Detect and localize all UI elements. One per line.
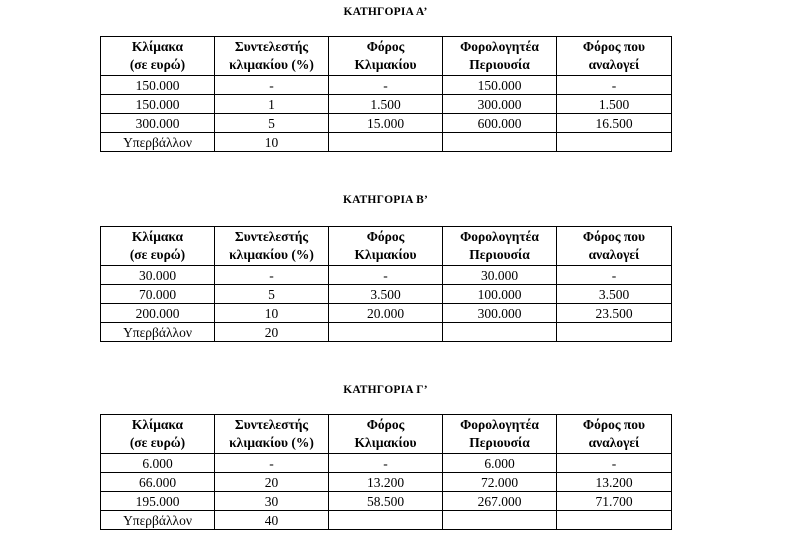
cell-rate: 5: [215, 114, 329, 133]
header-rate-line-1: Συντελεστής: [234, 229, 309, 244]
cell-rate: -: [215, 266, 329, 285]
cell-scale: Υπερβάλλον: [101, 511, 215, 530]
cell-scale: 6.000: [101, 454, 215, 473]
header-rate-line-1: Συντελεστής: [234, 39, 309, 54]
cell-tax-due: 23.500: [557, 304, 672, 323]
header-bracket-tax: [329, 37, 443, 76]
header-scale: [101, 415, 215, 454]
cell-tax-due: 13.200: [557, 473, 672, 492]
cell-rate: 10: [215, 304, 329, 323]
cell-scale: 300.000: [101, 114, 215, 133]
cell-bracket-tax: [329, 323, 443, 342]
cell-tax-due: -: [557, 454, 672, 473]
cell-bracket-tax: -: [329, 266, 443, 285]
cell-taxable-property: [443, 323, 557, 342]
cell-bracket-tax: 3.500: [329, 285, 443, 304]
cell-tax-due: [557, 133, 672, 152]
cell-taxable-property: 150.000: [443, 76, 557, 95]
header-tax-due: [557, 37, 672, 76]
cell-scale: Υπερβάλλον: [101, 133, 215, 152]
cell-taxable-property: 6.000: [443, 454, 557, 473]
header-taxable-property-line-1: Φορολογητέα: [460, 229, 539, 244]
header-bracket-tax-line-2: Κλιμακίου: [354, 435, 417, 450]
cell-bracket-tax: 20.000: [329, 304, 443, 323]
cell-taxable-property: 30.000: [443, 266, 557, 285]
header-scale-line-1: Κλίμακα: [131, 39, 184, 54]
cell-scale: 66.000: [101, 473, 215, 492]
cell-tax-due: -: [557, 266, 672, 285]
cell-tax-due: [557, 323, 672, 342]
header-tax-due-line-1: Φόρος που: [582, 39, 646, 54]
header-tax-due-line-2: αναλογεί: [588, 57, 640, 72]
cell-bracket-tax: 13.200: [329, 473, 443, 492]
cell-bracket-tax: -: [329, 76, 443, 95]
cell-scale: 200.000: [101, 304, 215, 323]
cell-bracket-tax: 1.500: [329, 95, 443, 114]
tax-table-category-a: [100, 36, 672, 152]
cell-taxable-property: [443, 133, 557, 152]
header-tax-due-line-1: Φόρος που: [582, 229, 646, 244]
cell-rate: 1: [215, 95, 329, 114]
header-tax-due: [557, 227, 672, 266]
cell-taxable-property: [443, 511, 557, 530]
table-row: [101, 266, 672, 285]
header-taxable-property: [443, 37, 557, 76]
header-bracket-tax: [329, 227, 443, 266]
cell-tax-due: 1.500: [557, 95, 672, 114]
table-row: [101, 304, 672, 323]
table-row: [101, 473, 672, 492]
header-bracket-tax: [329, 415, 443, 454]
header-bracket-tax-line-1: Φόρος: [366, 39, 405, 54]
section-title-c: ΚΑΤΗΓΟΡΙΑ Γ’: [343, 384, 428, 396]
header-taxable-property-line-1: Φορολογητέα: [460, 417, 539, 432]
header-taxable-property-line-2: Περιουσία: [469, 57, 530, 72]
table-row: [101, 454, 672, 473]
cell-tax-due: 16.500: [557, 114, 672, 133]
header-bracket-tax-line-2: Κλιμακίου: [354, 57, 417, 72]
cell-tax-due: 71.700: [557, 492, 672, 511]
table-header-row: [101, 37, 672, 76]
cell-bracket-tax: [329, 511, 443, 530]
table-row: [101, 114, 672, 133]
cell-scale: Υπερβάλλον: [101, 323, 215, 342]
header-rate-line-2: κλιμακίου (%): [229, 247, 314, 262]
header-tax-due-line-2: αναλογεί: [588, 435, 640, 450]
table-row: [101, 492, 672, 511]
table-row: [101, 133, 672, 152]
table-header-row: [101, 227, 672, 266]
header-tax-due: [557, 415, 672, 454]
section-title-b: ΚΑΤΗΓΟΡΙΑ Β’: [343, 194, 428, 206]
cell-taxable-property: 300.000: [443, 95, 557, 114]
header-tax-due-line-1: Φόρος που: [582, 417, 646, 432]
header-scale-line-1: Κλίμακα: [131, 417, 184, 432]
header-scale: [101, 227, 215, 266]
cell-taxable-property: 72.000: [443, 473, 557, 492]
header-tax-due-line-2: αναλογεί: [588, 247, 640, 262]
cell-rate: 30: [215, 492, 329, 511]
header-rate: [215, 37, 329, 76]
cell-taxable-property: 600.000: [443, 114, 557, 133]
cell-tax-due: -: [557, 76, 672, 95]
header-scale-line-2: (σε ευρώ): [129, 57, 186, 72]
header-taxable-property-line-2: Περιουσία: [469, 435, 530, 450]
header-bracket-tax-line-1: Φόρος: [366, 229, 405, 244]
header-bracket-tax-line-1: Φόρος: [366, 417, 405, 432]
header-scale-line-2: (σε ευρώ): [129, 247, 186, 262]
cell-bracket-tax: 15.000: [329, 114, 443, 133]
cell-scale: 150.000: [101, 95, 215, 114]
cell-rate: -: [215, 454, 329, 473]
cell-rate: 40: [215, 511, 329, 530]
table-row: [101, 76, 672, 95]
table-row: [101, 511, 672, 530]
cell-scale: 195.000: [101, 492, 215, 511]
table-row: [101, 323, 672, 342]
header-taxable-property: [443, 227, 557, 266]
header-rate: [215, 415, 329, 454]
header-rate-line-2: κλιμακίου (%): [229, 57, 314, 72]
section-title-a: ΚΑΤΗΓΟΡΙΑ Α’: [343, 6, 428, 18]
table-row: [101, 95, 672, 114]
cell-rate: -: [215, 76, 329, 95]
cell-rate: 20: [215, 323, 329, 342]
cell-taxable-property: 100.000: [443, 285, 557, 304]
header-taxable-property: [443, 415, 557, 454]
tax-table-category-c: [100, 414, 672, 530]
cell-bracket-tax: [329, 133, 443, 152]
tax-table-category-b: [100, 226, 672, 342]
cell-taxable-property: 267.000: [443, 492, 557, 511]
cell-taxable-property: 300.000: [443, 304, 557, 323]
table-row: [101, 285, 672, 304]
cell-tax-due: [557, 511, 672, 530]
cell-bracket-tax: -: [329, 454, 443, 473]
cell-tax-due: 3.500: [557, 285, 672, 304]
header-taxable-property-line-1: Φορολογητέα: [460, 39, 539, 54]
cell-scale: 150.000: [101, 76, 215, 95]
header-bracket-tax-line-2: Κλιμακίου: [354, 247, 417, 262]
cell-scale: 30.000: [101, 266, 215, 285]
cell-rate: 10: [215, 133, 329, 152]
header-rate-line-1: Συντελεστής: [234, 417, 309, 432]
header-scale-line-1: Κλίμακα: [131, 229, 184, 244]
cell-rate: 5: [215, 285, 329, 304]
header-rate-line-2: κλιμακίου (%): [229, 435, 314, 450]
header-rate: [215, 227, 329, 266]
header-scale: [101, 37, 215, 76]
header-scale-line-2: (σε ευρώ): [129, 435, 186, 450]
cell-scale: 70.000: [101, 285, 215, 304]
cell-rate: 20: [215, 473, 329, 492]
cell-bracket-tax: 58.500: [329, 492, 443, 511]
header-taxable-property-line-2: Περιουσία: [469, 247, 530, 262]
table-header-row: [101, 415, 672, 454]
